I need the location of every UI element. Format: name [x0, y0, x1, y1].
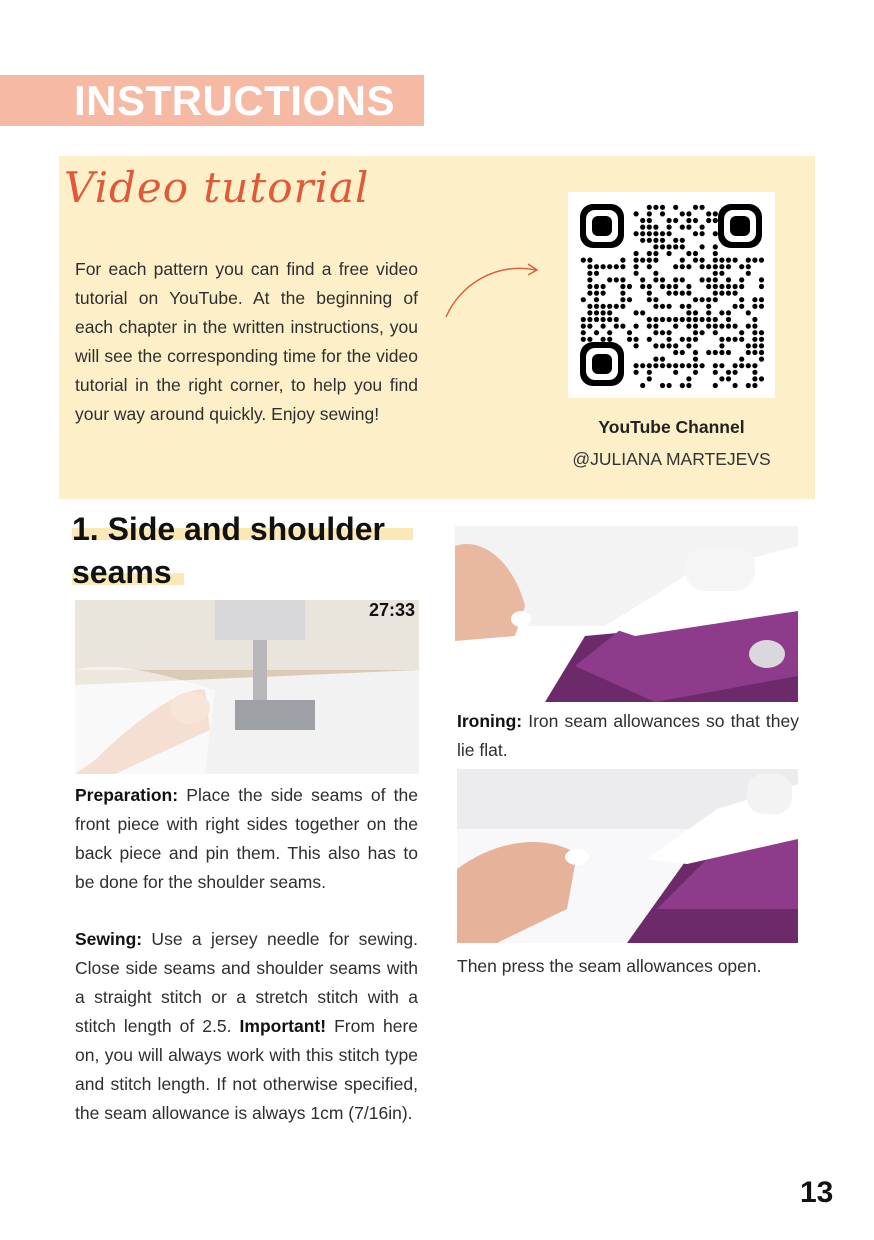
youtube-channel-handle: @JULIANA MARTEJEVS: [572, 449, 771, 469]
video-tutorial-text: For each pattern you can find a free video tutorial on YouTube. At the beginning of each chapter in the written instructions, you will see the corresponding time for the video tutorial in the right corner, to help you find your way around quickly. Enjoy sewing!: [75, 259, 418, 424]
video-tutorial-heading: Video tutorial: [64, 163, 370, 212]
page-number: 13: [800, 1176, 834, 1209]
youtube-channel-label: YouTube Channel: [598, 417, 745, 437]
sewing-machine-photo: [75, 600, 419, 774]
important-label: Important!: [239, 1016, 327, 1036]
pressing-photo: [457, 769, 798, 943]
section-title: 1. Side and shoulder seams: [72, 511, 385, 590]
sewing-paragraph: Sewing: Use a jersey needle for sewing. Close side seams and shoulder seams with a straight stitch or a stretch stitch with a stitch length of 2.5. Important! From here on, you will always work with this stitch type and stitch length. If not otherwise specified, the seam allowance is always 1cm (7/16in).: [75, 929, 418, 1123]
press-open-paragraph: Then press the seam allowances open.: [457, 956, 762, 976]
preparation-label: Preparation:: [75, 785, 179, 805]
preparation-paragraph: Preparation: Place the side seams of the front piece with right sides together on the back piece and pin them. This also has to be done for the shoulder seams.: [75, 785, 418, 892]
video-timecode: 27:33: [368, 600, 415, 620]
page-title: INSTRUCTIONS: [74, 77, 395, 124]
sewing-label: Sewing:: [75, 929, 143, 949]
ironing-paragraph: Ironing: Iron seam allowances so that they lie flat.: [457, 711, 799, 760]
ironing-photo: [455, 526, 798, 702]
curved-arrow-icon: [440, 260, 545, 320]
ironing-label: Ironing:: [457, 711, 523, 731]
qr-code-icon[interactable]: [568, 192, 775, 398]
